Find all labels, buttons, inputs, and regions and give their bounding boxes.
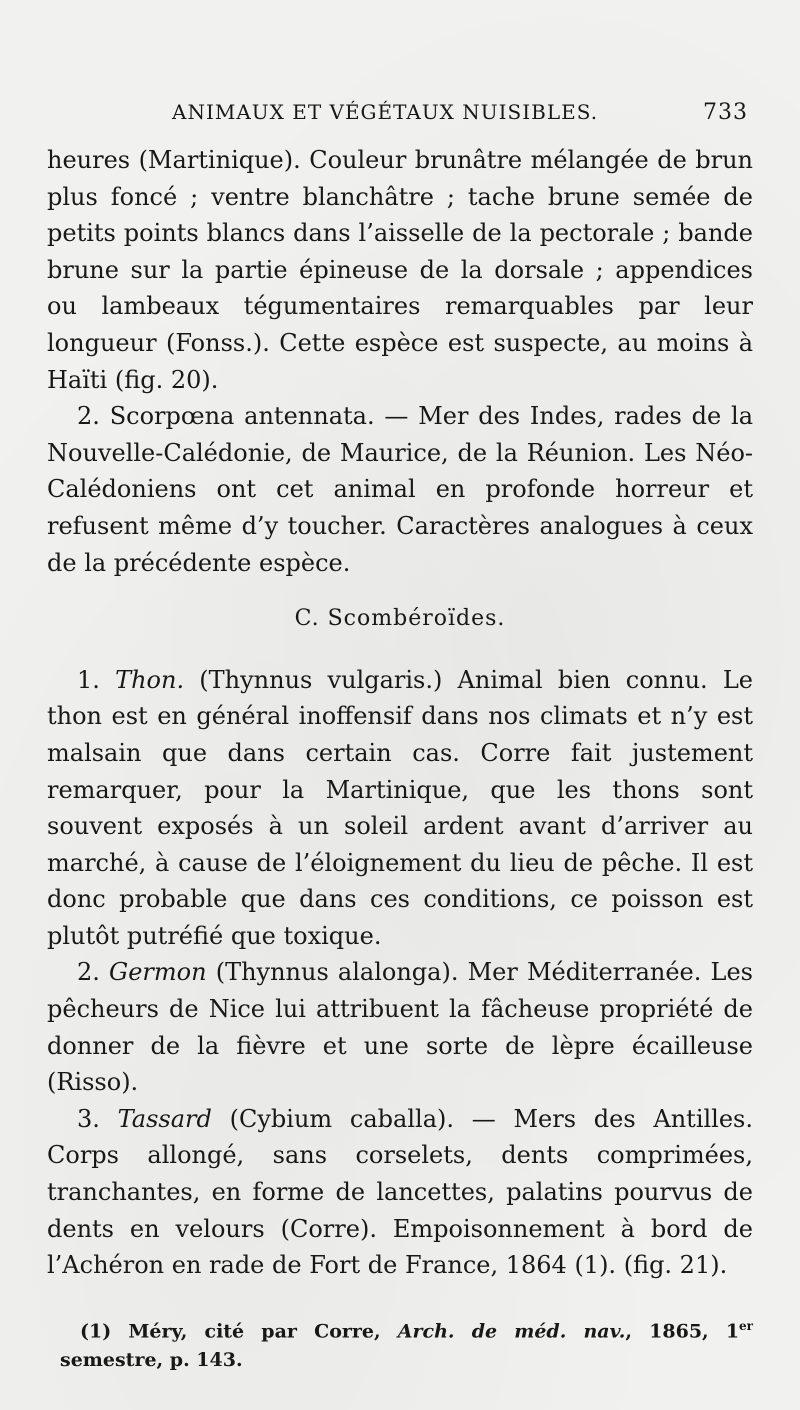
species-name: Germon [109, 958, 207, 987]
running-title: ANIMAUX ET VÉGÉTAUX NUISIBLES. [172, 100, 599, 124]
item-number: 1. [77, 665, 100, 694]
paragraph-text: (Cybium caballa). — Mers des Antilles. Corps allongé, sans corselets, dents comprimées, tranchantes, en forme de lancettes, palatins pourvus de dents en velours (Corre). Empoisonnement à bord de l’Achéron en rade de Fort de France, 1864 (1). (fig. 21). [47, 1104, 753, 1280]
paragraph-continuation: heures (Martinique). Couleur brunâtre mélangée de brun plus foncé ; ventre blanchâtre ; tache brune semée de petits points blancs dans l’aisselle de la pectorale ; bande brune sur la partie épineuse de la dorsale ; appendices ou lambeaux tégumentaires remarquables par leur longueur (Fonss.). Cette espèce est suspecte, au moins à Haïti (fig. 20). [47, 146, 753, 394]
paragraph-scorpaena: 2. Scorpœna antennata. — Mer des Indes, rades de la Nouvelle-Calédonie, de Maurice, de la Réunion. Les Néo-Calédoniens ont cet animal en profonde horreur et refusent même d’y toucher. Caractères analogues à ceux de la précédente espèce. [47, 402, 753, 577]
footnote-end: semestre, p. 143. [60, 1349, 243, 1372]
paragraph-thon [47, 662, 753, 955]
page-number: 733 [703, 100, 748, 125]
footnote-year: , 1865, 1 [625, 1320, 740, 1343]
paragraph-text: (Thynnus vulgaris.) Animal bien connu. Le thon est en général inoffensif dans nos climats et n’y est malsain que dans certain cas. Corre fait justement remarquer, pour la Martinique, que les thons sont souvent exposés à un soleil ardent avant d’arriver au marché, à cause de l’éloignement du lieu de pêche. Il est donc probable que dans ces conditions, ce poisson est plutôt putréfié que toxique. [47, 665, 753, 950]
page-body [47, 142, 753, 1284]
section-heading: C. Scombéroïdes. [294, 606, 506, 632]
running-header [172, 100, 748, 134]
species-name: Tassard [117, 1104, 212, 1133]
species-name: Thon. [115, 665, 185, 694]
item-number: 3. [77, 1104, 100, 1133]
footnote [60, 1312, 753, 1375]
paragraph-text: (Thynnus alalonga). Mer Méditerranée. Les pêcheurs de Nice lui attribuent la fâcheuse propriété de donner de la fièvre et une sorte de lèpre écailleuse (Risso). [47, 958, 753, 1097]
paragraph-tassard [47, 1101, 753, 1284]
footnote-citation: (1) Méry, cité par Corre, [80, 1320, 381, 1343]
paragraph-germon [47, 954, 753, 1100]
footnote-superscript: er [739, 1319, 754, 1333]
item-number: 2. [77, 958, 100, 987]
footnote-journal: Arch. de méd. nav. [397, 1320, 626, 1343]
